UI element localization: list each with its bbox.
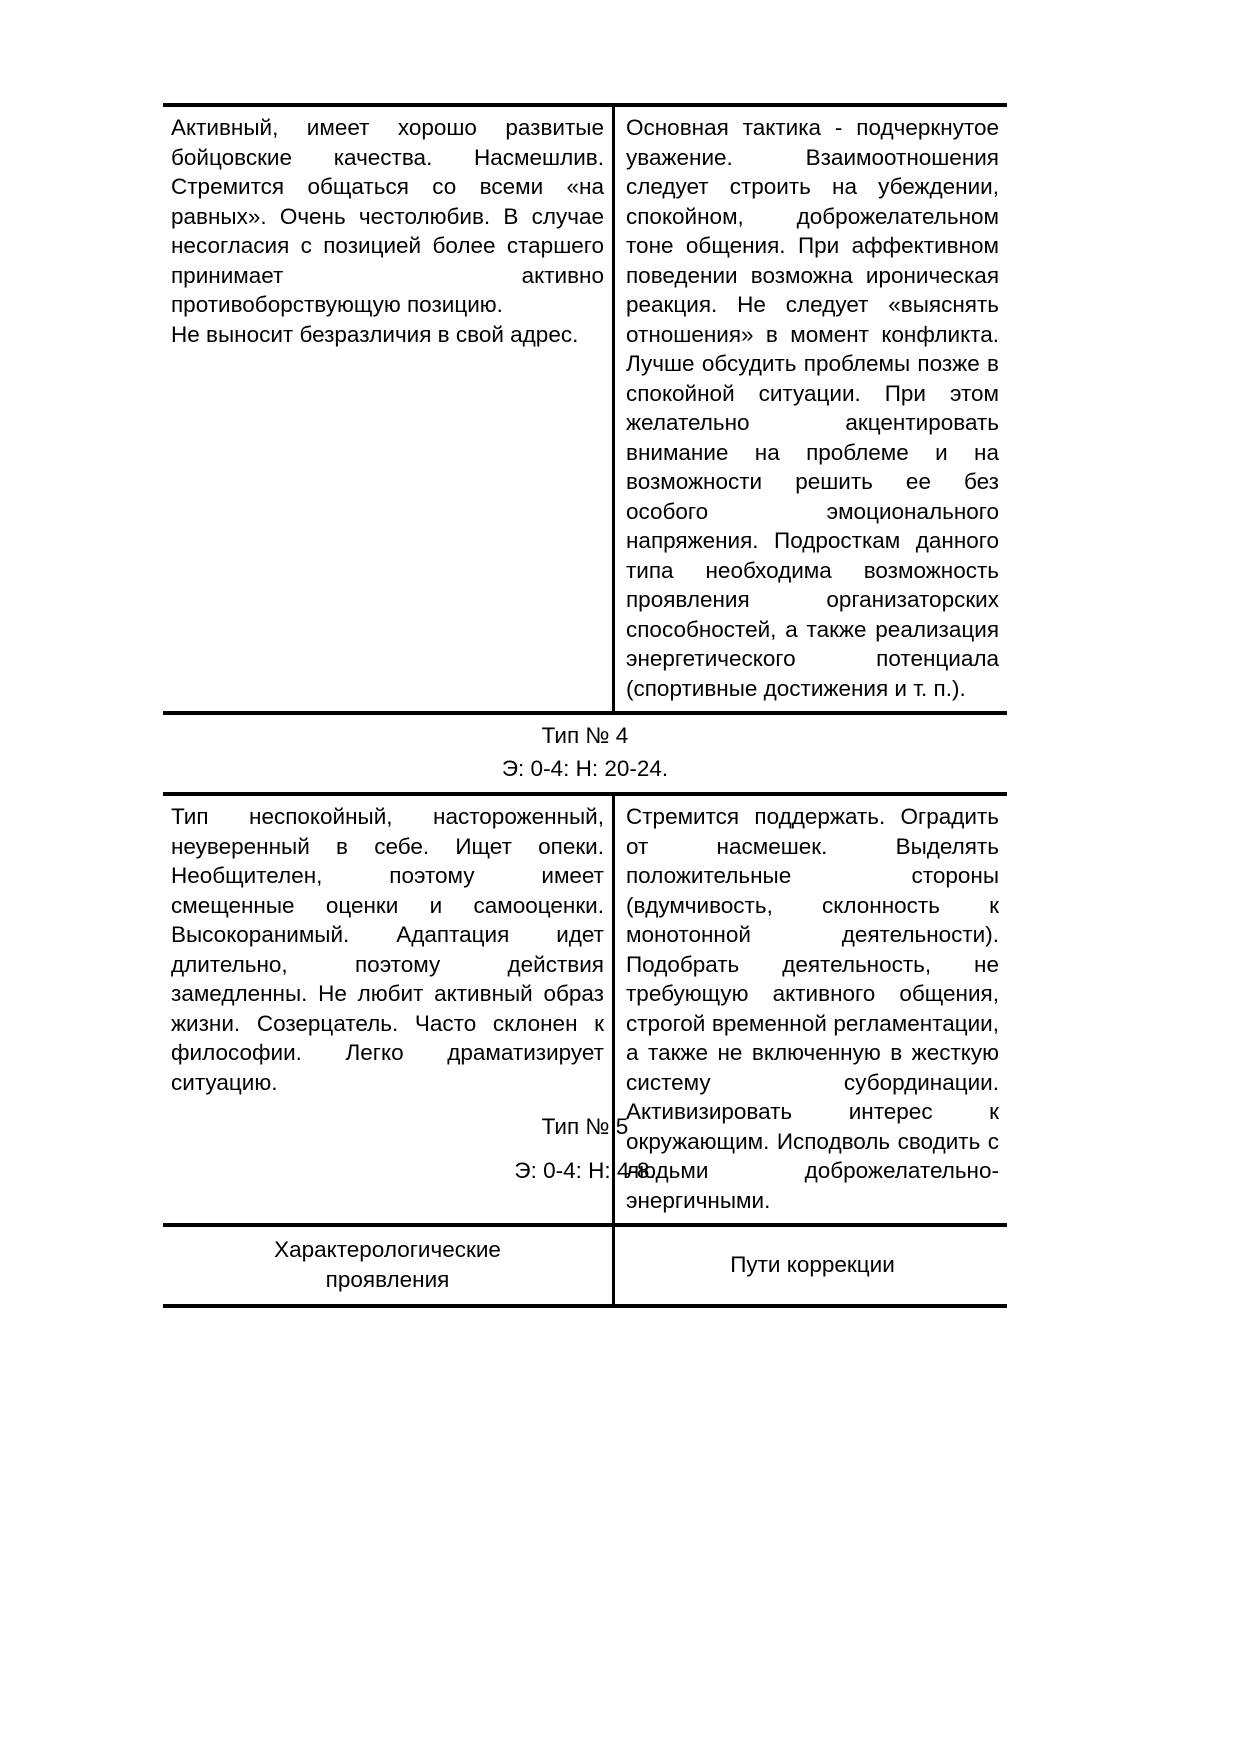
column-header-row bbox=[163, 1223, 1007, 1304]
type4-characteristics-cell bbox=[163, 107, 612, 711]
column-header-correction-label: Пути коррекции bbox=[730, 1251, 895, 1277]
type5-title: Тип № 5 bbox=[541, 1114, 629, 1139]
column-header-characteristics-label: Характерологические проявления bbox=[274, 1237, 501, 1292]
type5-scores: Э: 0-4: Н: 4-8. bbox=[514, 1157, 656, 1183]
type4-characteristics-paragraph-2: Не выносит безразличия в свой адрес. bbox=[171, 321, 579, 347]
type5-title-block bbox=[163, 1112, 1007, 1185]
type4-characteristics-paragraph-1: Активный, имеет хорошо развитые бойцовские качества. Насмешлив. Стремится общаться со всеми «на равных». Очень честолюбив. В случае несогласия с позицией более старшего принимает активно противоборствующую позицию. bbox=[171, 115, 604, 317]
type4-title-row bbox=[163, 711, 1007, 796]
type4-correction-cell bbox=[612, 107, 1007, 711]
column-header-correction bbox=[612, 1227, 1007, 1304]
type4-scores: Э: 0-4: Н: 20-24. bbox=[501, 755, 669, 781]
type4-description-row bbox=[163, 107, 1007, 711]
type5-characteristics-paragraph: Тип неспокойный, настороженный, неуверенный в себе. Ищет опеки. Необщителен, поэтому имеет смещенные оценки и самооценки. Высокоранимый. Адаптация идет длительно, поэтому действия замедленны. Не любит активный образ жизни. Созерцатель. Часто склонен к философии. Легко драматизирует ситуацию. bbox=[171, 804, 604, 1095]
type5-correction-paragraph: Стремится поддержать. Оградить от насмешек. Выделять положительные стороны (вдумчивость, склонность к монотонной деятельности). Подобрать деятельность, не требующую активного общения, строгой временной регламентации, а также не включенную в жесткую систему субординации. Активизировать интерес к окружающим. Исподволь сводить с людьми доброжелательно-энергичными. bbox=[626, 804, 999, 1213]
column-header-characteristics bbox=[163, 1227, 612, 1304]
type4-correction-paragraph: Основная тактика - подчеркнутое уважение. Взаимоотношения следует строить на убеждении, спокойном, доброжелательном тоне общения. При аффективном поведении возможна ироническая реакция. Не следует «выяснять отношения» в момент конфликта. Лучше обсудить проблемы позже в спокойной ситуации. При этом желательно акцентировать внимание на проблеме и на возможности решить ее без особого эмоционального напряжения. Подросткам данного типа необходима возможность проявления организаторских способностей, а также реализация энергетического потенциала (спортивные достижения и т. п.). bbox=[626, 115, 999, 701]
type4-title: Тип № 4 bbox=[541, 723, 629, 748]
